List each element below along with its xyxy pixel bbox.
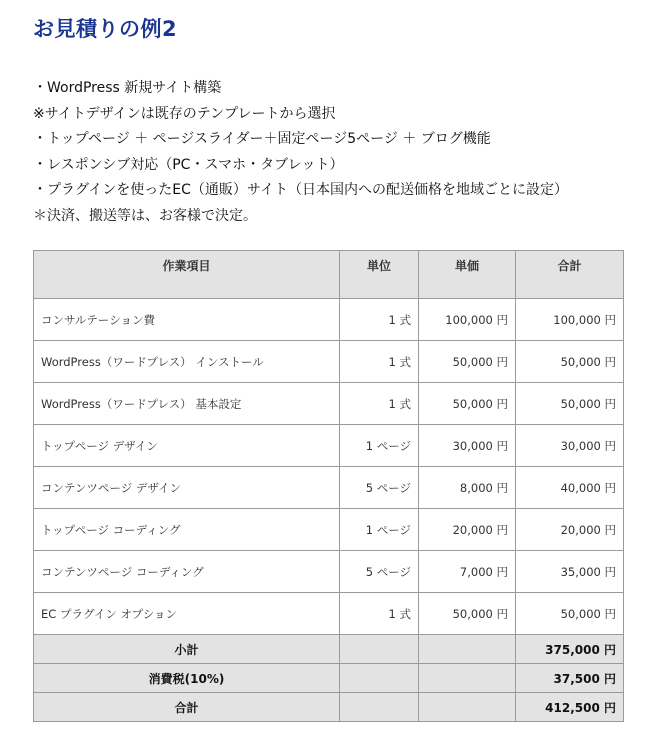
- cell-price: 7,000 円: [419, 551, 516, 593]
- table-header-row: [34, 251, 624, 299]
- table-row: [34, 509, 624, 551]
- empty-cell: [419, 693, 516, 722]
- header-total: 合計: [516, 251, 624, 299]
- cell-total: 100,000 円: [516, 299, 624, 341]
- cell-price: 50,000 円: [419, 593, 516, 635]
- cell-total: 50,000 円: [516, 341, 624, 383]
- header-price: 単価: [419, 251, 516, 299]
- subtotal-value: 375,000 円: [516, 635, 624, 664]
- cell-item: WordPress（ワードプレス） 基本設定: [34, 383, 340, 425]
- cell-item: WordPress（ワードプレス） インストール: [34, 341, 340, 383]
- cell-total: 20,000 円: [516, 509, 624, 551]
- empty-cell: [340, 635, 419, 664]
- table-row: [34, 383, 624, 425]
- table-row: [34, 425, 624, 467]
- cell-price: 100,000 円: [419, 299, 516, 341]
- grand-total-value: 412,500 円: [516, 693, 624, 722]
- cell-total: 50,000 円: [516, 383, 624, 425]
- note-item: ・プラグインを使ったEC（通販）サイト（日本国内への配送価格を地域ごとに設定）: [33, 182, 568, 199]
- cell-item: コンテンツページ デザイン: [34, 467, 340, 509]
- header-item: 作業項目: [34, 251, 340, 299]
- cell-total: 30,000 円: [516, 425, 624, 467]
- spec-notes-list: [33, 76, 568, 230]
- table-row: [34, 467, 624, 509]
- subtotal-label: 小計: [34, 635, 340, 664]
- cell-price: 8,000 円: [419, 467, 516, 509]
- table-row: [34, 593, 624, 635]
- estimate-table: [33, 250, 624, 722]
- cell-total: 40,000 円: [516, 467, 624, 509]
- grand-total-row: [34, 693, 624, 722]
- cell-unit: 1 ページ: [340, 509, 419, 551]
- note-item: ・WordPress 新規サイト構築: [33, 80, 222, 96]
- cell-unit: 5 ページ: [340, 551, 419, 593]
- cell-price: 50,000 円: [419, 341, 516, 383]
- header-unit: 単位: [340, 251, 419, 299]
- note-item: ・レスポンシブ対応（PC・スマホ・タブレット）: [33, 156, 344, 173]
- cell-price: 30,000 円: [419, 425, 516, 467]
- tax-row: [34, 664, 624, 693]
- subtotal-row: [34, 635, 624, 664]
- tax-label: 消費税(10%): [34, 664, 340, 693]
- table-row: [34, 341, 624, 383]
- cell-unit: 5 ページ: [340, 467, 419, 509]
- cell-price: 50,000 円: [419, 383, 516, 425]
- empty-cell: [340, 664, 419, 693]
- cell-item: コンサルテーション費: [34, 299, 340, 341]
- note-item: ＊決済、搬送等は、お客様で決定。: [33, 207, 257, 224]
- cell-unit: 1 式: [340, 593, 419, 635]
- empty-cell: [419, 664, 516, 693]
- grand-total-label: 合計: [34, 693, 340, 722]
- empty-cell: [340, 693, 419, 722]
- empty-cell: [419, 635, 516, 664]
- cell-total: 50,000 円: [516, 593, 624, 635]
- table-row: [34, 299, 624, 341]
- cell-item: コンテンツページ コーディング: [34, 551, 340, 593]
- note-item: ※サイトデザインは既存のテンプレートから選択: [33, 105, 336, 122]
- cell-unit: 1 ページ: [340, 425, 419, 467]
- cell-unit: 1 式: [340, 299, 419, 341]
- tax-value: 37,500 円: [516, 664, 624, 693]
- note-item: ・トップページ ＋ ページスライダー＋固定ページ5ページ ＋ ブログ機能: [33, 131, 491, 148]
- cell-unit: 1 式: [340, 383, 419, 425]
- cell-item: EC プラグイン オプション: [34, 593, 340, 635]
- cell-total: 35,000 円: [516, 551, 624, 593]
- page-title: お見積りの例2: [33, 17, 178, 41]
- cell-price: 20,000 円: [419, 509, 516, 551]
- table-row: [34, 551, 624, 593]
- cell-unit: 1 式: [340, 341, 419, 383]
- cell-item: トップページ デザイン: [34, 425, 340, 467]
- cell-item: トップページ コーディング: [34, 509, 340, 551]
